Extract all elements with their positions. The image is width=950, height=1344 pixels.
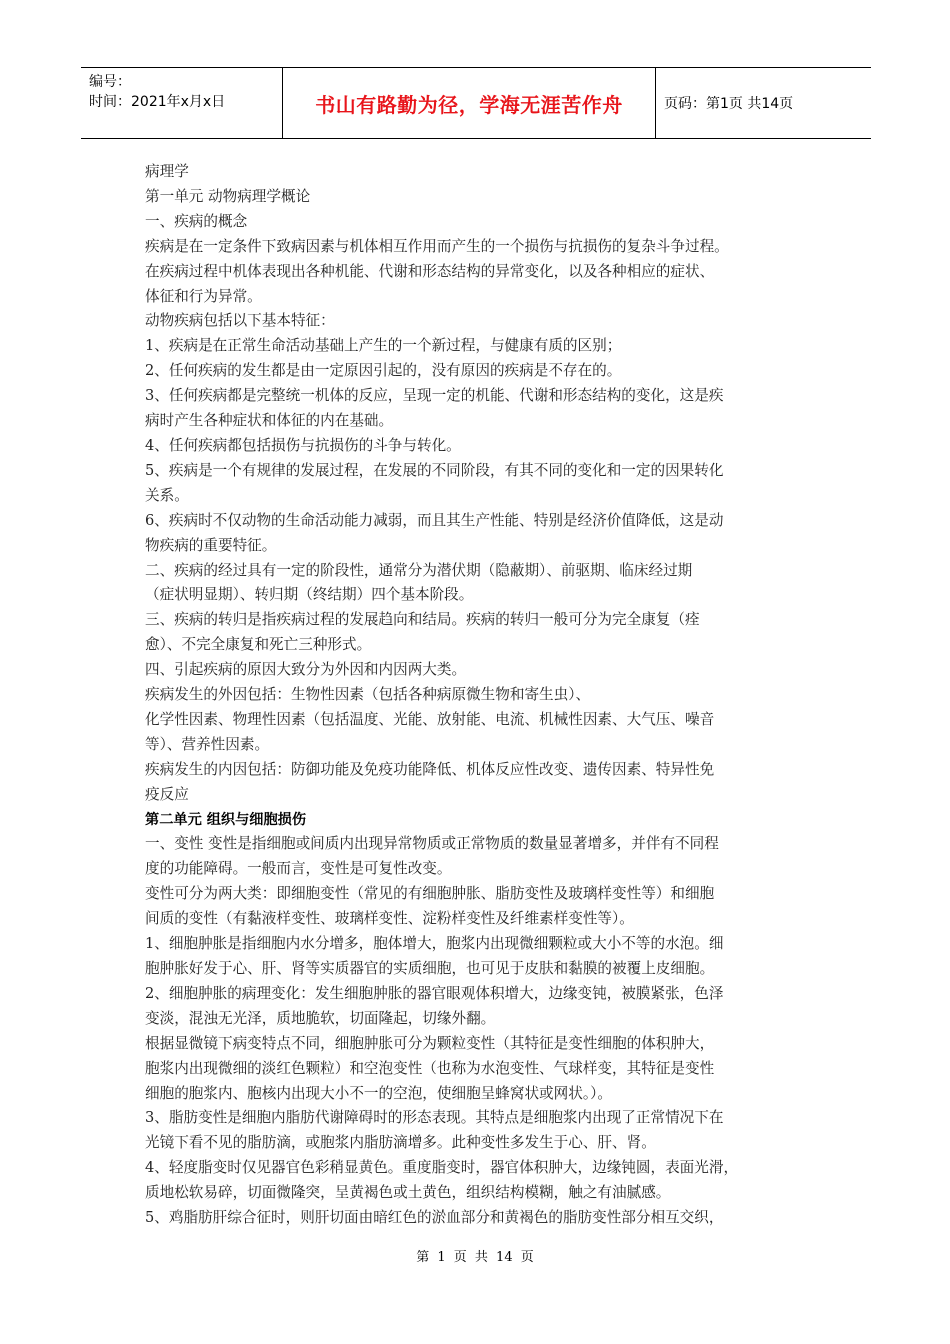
text-line: 二、疾病的经过具有一定的阶段性，通常分为潜伏期（隐蔽期）、前驱期、临床经过期 [145,561,693,579]
text-line: 三、疾病的转归是指疾病过程的发展趋向和结局。疾病的转归一般可分为完全康复（痊 [145,611,700,629]
text-line: 2、任何疾病的发生都是由一定原因引起的，没有原因的疾病是不存在的。 [145,362,622,380]
text-line: 等）、营养性因素。 [145,735,270,753]
header-motto: 书山有路勤为径，学海无涯苦作舟 [283,68,656,138]
text-line: 疾病是在一定条件下致病因素与机体相互作用而产生的一个损伤与抗损伤的复杂斗争过程。 [145,237,729,255]
text-line: 质地松软易碎，切面微隆突，呈黄褐色或土黄色，组织结构模糊，触之有油腻感。 [145,1184,671,1202]
text-line: 根据显微镜下病变特点不同，细胞肿胀可分为颗粒变性（其特征是变性细胞的体积肿大， [145,1034,715,1052]
text-line: 6、疾病时不仅动物的生命活动能力减弱，而且其生产性能、特别是经济价值降低，这是动 [145,511,724,529]
text-line: 体征和行为异常。 [145,287,262,305]
text-line: 3、脂肪变性是细胞内脂肪代谢障碍时的形态表现。其特点是细胞浆内出现了正常情况下在 [145,1109,724,1127]
text-line: 5、鸡脂肪肝综合征时，则肝切面由暗红色的淤血部分和黄褐色的脂肪变性部分相互交织， [145,1209,724,1227]
document-body [145,160,815,1231]
text-line: 胞浆内出现微细的淡红色颗粒）和空泡变性（也称为水泡变性、气球样变，其特征是变性 [145,1059,715,1077]
text-line: 1、疾病是在正常生命活动基础上产生的一个新过程，与健康有质的区别； [145,337,622,355]
text-line: 在疾病过程中机体表现出各种机能、代谢和形态结构的异常变化，以及各种相应的症状、 [145,262,715,280]
text-line: 细胞的胞浆内、胞核内出现大小不一的空泡，使细胞呈蜂窝状或网状。）。 [145,1084,612,1102]
text-line: 胞肿胀好发于心、肝、肾等实质器官的实质细胞，也可见于皮肤和黏膜的被覆上皮细胞。 [145,960,715,977]
text-line: 一、变性 变性是指细胞或间质内出现异常物质或正常物质的数量显著增多，并伴有不同程 [145,835,719,853]
text-line: 疫反应 [145,785,189,803]
text-line: 变淡，混浊无光泽，质地脆软，切面隆起，切缘外翻。 [145,1009,496,1027]
text-line: 疾病发生的内因包括：防御功能及免疫功能降低、机体反应性改变、遗传因素、特异性免 [145,760,715,778]
text-line: 动物疾病包括以下基本特征： [145,312,335,330]
text-line: 3、任何疾病都是完整统一机体的反应，呈现一定的机能、代谢和形态结构的变化，这是疾 [145,387,724,405]
text-line: 关系。 [145,486,189,504]
text-line: 4、任何疾病都包括损伤与抗损伤的斗争与转化。 [145,436,461,454]
document-number: 编号： [89,74,131,90]
unit-2-heading: 第二单元 组织与细胞损伤 [145,811,307,828]
header-page-info: 页码：第1页 共14页 [664,96,794,112]
text-line: 化学性因素、物理性因素（包括温度、光能、放射能、电流、机械性因素、大气压、噪音 [145,710,715,728]
text-line: 1、细胞肿胀是指细胞内水分增多，胞体增大，胞浆内出现微细颗粒或大小不等的水泡。细 [145,935,724,953]
page-footer: 第 1 页 共 14 页 [416,1250,534,1265]
text-line: 愈）、不完全康复和死亡三种形式。 [145,636,372,654]
text-line: 疾病发生的外因包括：生物性因素（包括各种病原微生物和寄生虫）、 [145,686,591,704]
text-line: 间质的变性（有黏液样变性、玻璃样变性、淀粉样变性及纤维素样变性等）。 [145,910,634,928]
text-line: 四、引起疾病的原因大致分为外因和内因两大类。 [145,661,467,679]
page-header [81,67,871,139]
text-line: 病时产生各种症状和体征的内在基础。 [145,412,394,430]
document-date: 时间：2021年x月x日 [89,94,226,110]
text-line: 4、轻度脂变时仅见器官色彩稍显黄色。重度脂变时，器官体积肿大，边缘钝圆，表面光滑， [145,1159,739,1177]
text-line: 光镜下看不见的脂肪滴，或胞浆内脂肪滴增多。此种变性多发生于心、肝、肾。 [145,1134,656,1152]
text-line: 2、细胞肿胀的病理变化：发生细胞肿胀的器官眼观体积增大，边缘变钝，被膜紧张，色泽 [145,984,724,1002]
text-line: 5、疾病是一个有规律的发展过程，在发展的不同阶段，有其不同的变化和一定的因果转化 [145,461,724,479]
text-line: 变性可分为两大类：即细胞变性（常见的有细胞肿胀、脂肪变性及玻璃样变性等）和细胞 [145,885,715,903]
text-line: 度的功能障碍。一般而言，变性是可复性改变。 [145,860,452,878]
text-line: （症状明显期）、转归期（终结期）四个基本阶段。 [145,586,474,604]
header-meta [81,68,283,138]
text-line: 物疾病的重要特征。 [145,536,277,554]
doc-title: 病理学 [145,163,189,180]
text-line: 一、疾病的概念 [145,212,248,230]
unit-1-heading: 第一单元 动物病理学概论 [145,187,311,205]
